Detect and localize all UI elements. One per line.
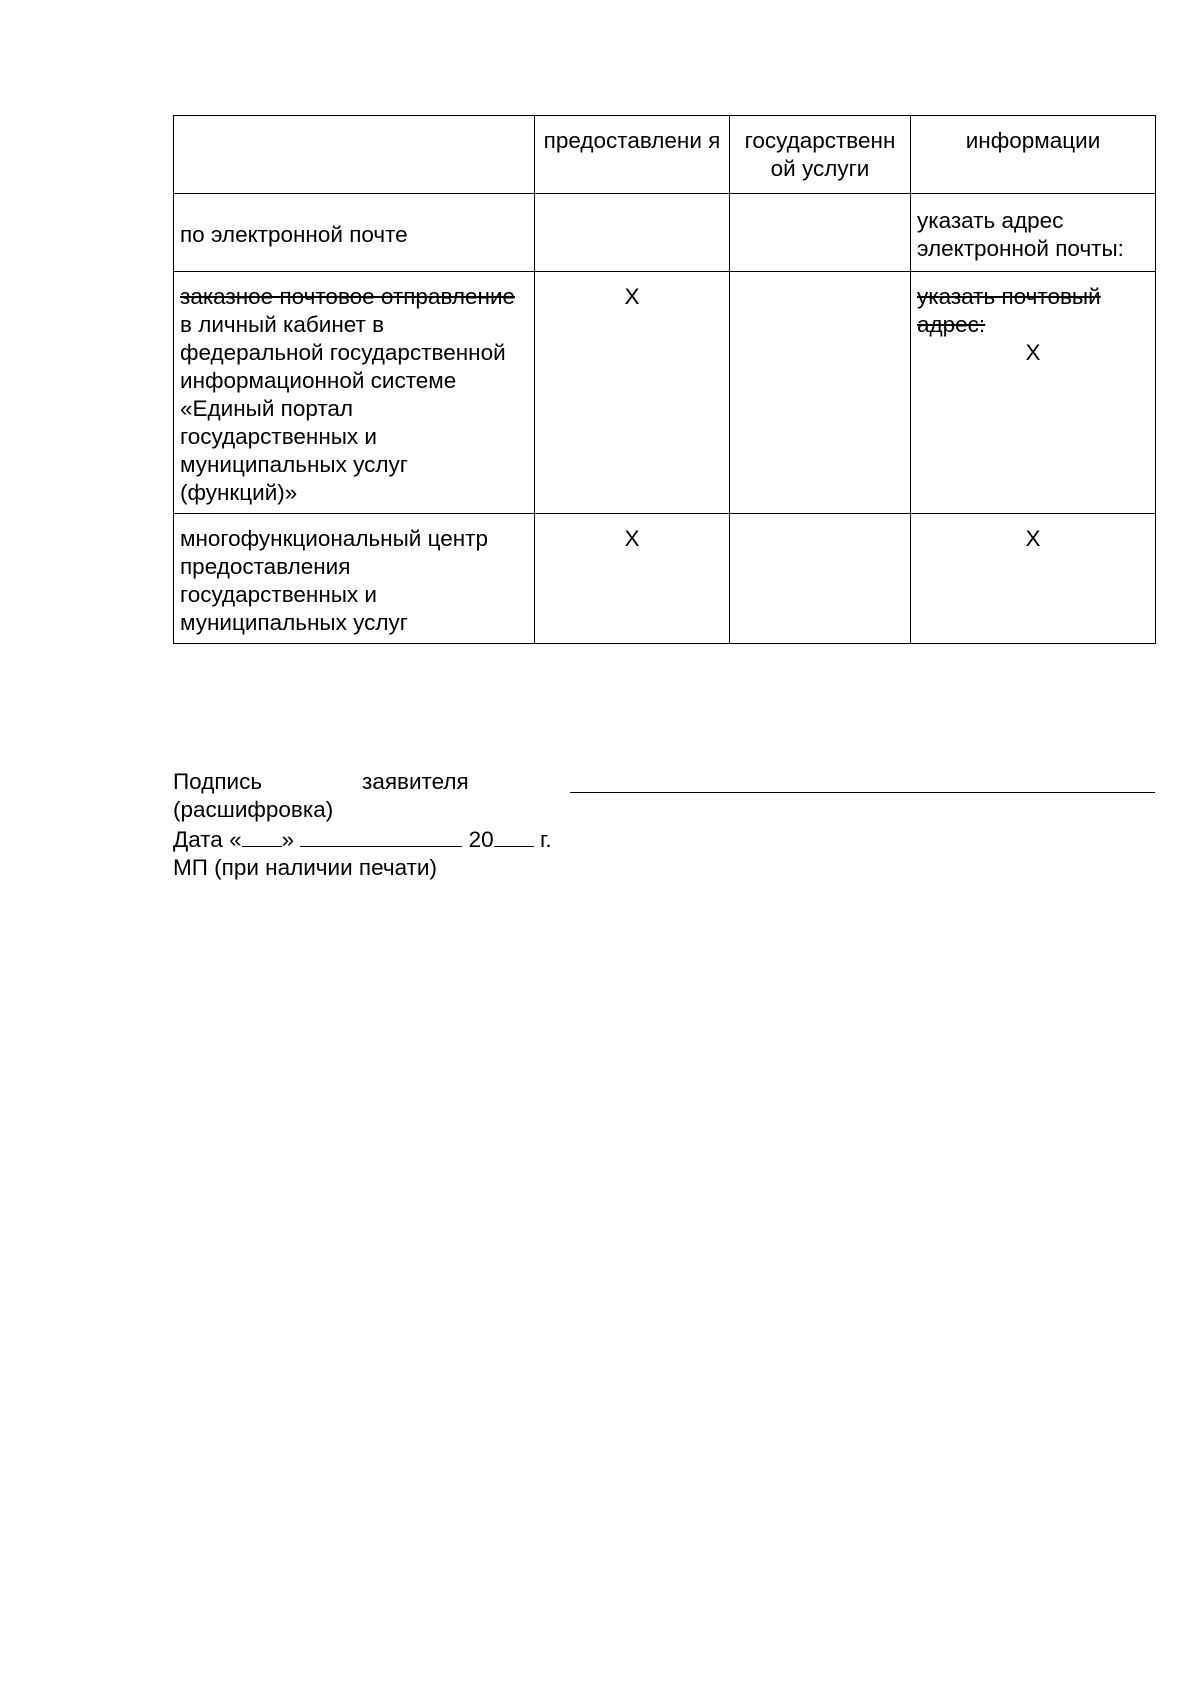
year-suffix: г.: [539, 827, 552, 852]
stamp-label: МП (при наличии печати): [173, 855, 437, 880]
applicant-label: заявителя: [362, 769, 469, 794]
header-cell-2: предоставлени я: [535, 116, 730, 194]
day-blank[interactable]: [242, 824, 282, 847]
info-cell: указать адрес электронной почты:: [911, 194, 1156, 272]
struck-method-text: заказное почтовое отправление: [180, 284, 516, 309]
signature-line: [173, 768, 1155, 796]
header-cell-1: [174, 116, 535, 194]
mark-cell-2: X: [535, 514, 730, 644]
table-row-email: [174, 194, 1156, 272]
header-cell-4: информации: [911, 116, 1156, 194]
date-line: [173, 824, 1155, 854]
signature-label: Подпись: [173, 769, 263, 794]
signature-blank[interactable]: [570, 792, 1155, 793]
method-text: в личный кабинет в федеральной государственной информационной системе «Единый портал государственных и муниципальных услуг (функций)»: [180, 312, 506, 505]
signature-block: [173, 768, 1155, 882]
mark-cell-3: [730, 272, 911, 514]
date-mid: »: [281, 827, 295, 852]
info-cell: [911, 272, 1156, 514]
method-cell: многофункциональный центр предоставления государственных и муниципальных услуг: [174, 514, 535, 644]
mark-cell-2: [535, 194, 730, 272]
year-prefix: 20: [468, 827, 494, 852]
mark-cell-3: [730, 194, 911, 272]
struck-info-text: указать почтовый адрес:: [917, 284, 1101, 337]
info-cell: X: [911, 514, 1156, 644]
table-row-portal: [174, 272, 1156, 514]
info-mark: X: [1025, 340, 1041, 365]
date-prefix: Дата «: [173, 827, 242, 852]
mark-cell-3: [730, 514, 911, 644]
header-cell-3: государственн ой услуги: [730, 116, 911, 194]
delivery-methods-table: [173, 115, 1156, 644]
year-blank[interactable]: [494, 824, 534, 847]
method-cell: [174, 272, 535, 514]
table-row-mfc: [174, 514, 1156, 644]
month-blank[interactable]: [300, 824, 462, 847]
mark-cell-2: X: [535, 272, 730, 514]
decode-label: (расшифровка): [173, 797, 334, 822]
table-header-row: [174, 116, 1156, 194]
method-cell: по электронной почте: [174, 194, 535, 272]
